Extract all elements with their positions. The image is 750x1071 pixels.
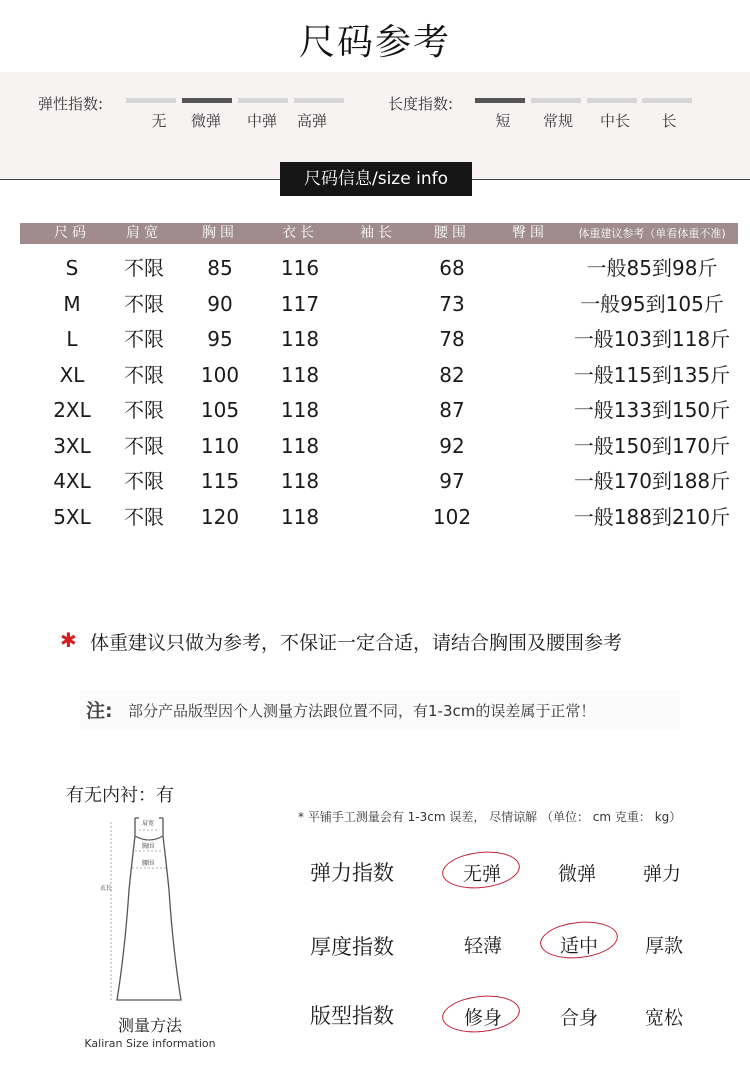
note-text: 部分产品版型因个人测量方法跟位置不同，有1-3cm的误差属于正常！	[128, 702, 596, 720]
dress-caption: 测量方法	[117, 1016, 182, 1035]
index-option: 宽松	[644, 1007, 683, 1029]
index-option: 合身	[559, 1007, 598, 1029]
cell-weight: 一般95到105斤	[580, 291, 724, 316]
cell-sleeve	[346, 429, 410, 463]
dress-subcaption: Kaliran Size information	[84, 1037, 216, 1050]
cell-weight: 一般150到170斤	[573, 433, 731, 458]
cell-bust: 105	[200, 398, 240, 422]
cell-shoulder: 不限	[124, 362, 164, 387]
cell-weight: 一般103到118斤	[573, 327, 731, 351]
cell-bust: 115	[200, 469, 240, 493]
cell-waist: 92	[439, 433, 465, 458]
weight-note: 体重建议只做为参考，不保证一定合适，请结合胸围及腰围参考	[90, 632, 623, 654]
table-row	[20, 322, 738, 356]
header-waist: 腰围	[434, 225, 470, 241]
dress-label-shoulder: 肩宽	[142, 820, 155, 827]
elasticity-option: 微弹	[190, 112, 221, 130]
cell-weight: 一般115到135斤	[573, 362, 731, 387]
dress-label-bust: 胸围	[142, 843, 155, 850]
table-row	[20, 358, 738, 392]
length-option: 中长	[599, 112, 630, 130]
cell-shoulder: 不限	[124, 433, 164, 458]
cell-hip	[498, 358, 562, 392]
length-bar-1	[531, 98, 581, 103]
header-weight: 体重建议参考（单看体重不准)	[578, 227, 726, 240]
cell-waist: 78	[439, 327, 465, 351]
cell-waist: 97	[439, 469, 465, 493]
cell-length: 117	[280, 291, 320, 316]
header-sleeve: 袖长	[360, 225, 396, 241]
note-label: 注:	[86, 700, 113, 722]
cell-sleeve	[346, 322, 410, 356]
cell-waist: 73	[439, 291, 465, 316]
cell-sleeve	[346, 251, 410, 285]
header-length: 衣长	[282, 225, 318, 241]
index-label-fit: 版型指数	[310, 1004, 394, 1028]
cell-size: 5XL	[53, 504, 91, 529]
dress-label-length: 衣长	[100, 885, 113, 892]
header-shoulder: 肩宽	[126, 225, 162, 241]
cell-sleeve	[346, 287, 410, 321]
cell-length: 118	[280, 398, 320, 422]
cell-waist: 68	[439, 256, 465, 280]
cell-size: 4XL	[53, 469, 91, 493]
index-option: 厚款	[644, 935, 683, 957]
header-bust: 胸围	[202, 225, 238, 241]
cell-length: 118	[280, 327, 320, 351]
red-star-icon: ✱	[60, 628, 77, 652]
lining-info: 有无内衬：有	[66, 785, 174, 806]
cell-bust: 90	[207, 291, 233, 316]
size-table-header	[20, 223, 738, 244]
cell-size: S	[65, 256, 79, 280]
index-option: 修身	[463, 1007, 502, 1029]
cell-hip	[498, 287, 562, 321]
index-option: 无弹	[462, 863, 501, 885]
cell-hip	[498, 322, 562, 356]
cell-weight: 一般170到188斤	[573, 469, 731, 493]
cell-weight: 一般133到150斤	[573, 398, 731, 422]
length-label: 长度指数:	[388, 95, 454, 113]
cell-sleeve	[346, 464, 410, 498]
header-hip: 臀围	[512, 225, 548, 241]
header-size: 尺码	[54, 225, 90, 241]
cell-size: M	[63, 291, 81, 316]
length-option: 常规	[542, 112, 573, 130]
elasticity-bar-3	[294, 98, 344, 103]
cell-shoulder: 不限	[124, 327, 164, 351]
table-row	[20, 500, 738, 534]
index-option: 弹力	[642, 863, 681, 885]
cell-length: 118	[280, 362, 320, 387]
elasticity-label: 弹性指数:	[38, 95, 104, 113]
size-info-title: 尺码信息/size info	[280, 162, 472, 196]
length-bar-2	[587, 98, 637, 103]
cell-size: 3XL	[53, 433, 91, 458]
length-bar-0	[475, 98, 525, 103]
cell-weight: 一般188到210斤	[573, 504, 731, 529]
cell-bust: 120	[200, 504, 240, 529]
cell-weight: 一般85到98斤	[586, 256, 718, 280]
index-option: 适中	[559, 935, 598, 957]
cell-shoulder: 不限	[124, 256, 164, 280]
cell-sleeve	[346, 393, 410, 427]
index-option: 微弹	[557, 863, 596, 885]
cell-bust: 110	[200, 433, 240, 458]
elasticity-option: 无	[151, 112, 167, 130]
index-label-thickness: 厚度指数	[310, 935, 394, 959]
cell-sleeve	[346, 500, 410, 534]
elasticity-option: 中弹	[246, 112, 277, 130]
length-option: 短	[495, 112, 511, 130]
cell-waist: 82	[439, 362, 465, 387]
cell-shoulder: 不限	[124, 291, 164, 316]
table-row	[20, 429, 738, 463]
elasticity-option: 高弹	[296, 112, 327, 130]
cell-bust: 85	[207, 256, 233, 280]
cell-waist: 87	[439, 398, 465, 422]
cell-hip	[498, 500, 562, 534]
cell-hip	[498, 464, 562, 498]
length-bar-3	[642, 98, 692, 103]
cell-bust: 95	[207, 327, 233, 351]
index-label-elasticity: 弹力指数	[310, 861, 394, 885]
page-title: 尺码参考	[298, 22, 451, 63]
cell-shoulder: 不限	[124, 469, 164, 493]
elasticity-bar-2	[238, 98, 288, 103]
length-option: 长	[661, 112, 677, 130]
table-row	[20, 464, 738, 498]
cell-hip	[498, 251, 562, 285]
cell-sleeve	[346, 358, 410, 392]
cell-size: L	[66, 327, 78, 351]
cell-size: 2XL	[53, 398, 91, 422]
cell-length: 116	[280, 256, 320, 280]
elasticity-bar-0	[126, 98, 176, 103]
dress-diagram	[95, 810, 205, 1010]
cell-shoulder: 不限	[124, 398, 164, 422]
table-row	[20, 251, 738, 285]
index-option: 轻薄	[463, 935, 502, 957]
cell-length: 118	[280, 469, 320, 493]
table-row	[20, 287, 738, 321]
measure-note: * 平铺手工测量会有 1-3cm 误差， 尽情谅解 （单位： cm 克重： kg）	[298, 810, 682, 824]
elasticity-bar-1	[182, 98, 232, 103]
cell-shoulder: 不限	[124, 504, 164, 529]
dress-label-waist: 腰围	[142, 860, 155, 867]
cell-length: 118	[280, 433, 320, 458]
table-row	[20, 393, 738, 427]
cell-hip	[498, 429, 562, 463]
cell-length: 118	[280, 504, 320, 529]
cell-hip	[498, 393, 562, 427]
cell-bust: 100	[200, 362, 240, 387]
cell-waist: 102	[432, 504, 472, 529]
cell-size: XL	[59, 362, 85, 387]
